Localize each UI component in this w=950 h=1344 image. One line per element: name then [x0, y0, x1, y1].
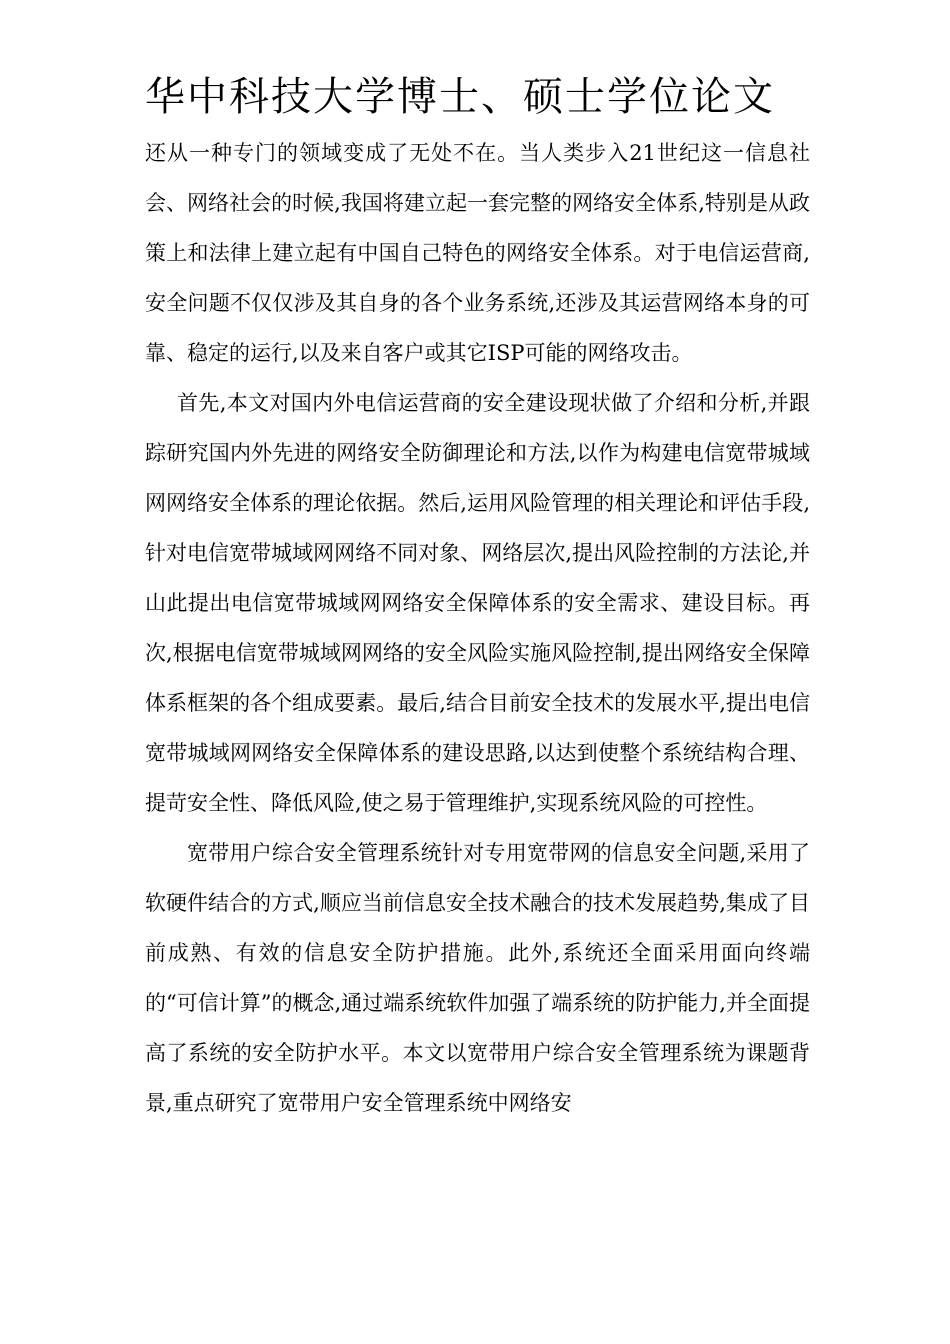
paragraph-2: 首先,本文对国内外电信运营商的安全建设现状做了介绍和分析,并跟踪研究国内外先进的网络安全防御理论和方法,以作为构建电信宽带城域网网络安全体系的理论依据。然后,运用风险管理的相关理论和评估手段,针对电信宽带城域网网络不同对象、网络层次,提出风险控制的方法论,并山此提出电信宽带城域网网络安全保障体系的安全需求、建设目标。再次,根据电信宽带城域网网络的安全风险实施风险控制,提出网络安全保障体系框架的各个组成要素。最后,结合目前安全技术的发展水平,提出电信宽带城域网网络安全保障体系的建设思路,以达到使整个系统结构合理、提苛安全性、降低风险,使之易于管理维护,实现系统风险的可控性。	[145, 391, 810, 815]
page-header-title: 华中科技大学博士、硕士学位论文	[145, 74, 775, 120]
paragraph-3: 宽带用户综合安全管理系统针对专用宽带网的信息安全问题,采用了软硬件结合的方式,顺应当前信息安全技术融合的技术发展趋势,集成了目前成熟、有效的信息安全防护措施。此外,系统还全面采用面向终端的“可信计算”的概念,通过端系统软件加强了端系统的防护能力,并全面提高了系统的安全防护水平。本文以宽带用户综合安全管理系统为课题背景,重点研究了宽带用户安全管理系统中网络安	[145, 841, 810, 1115]
paragraph-1: 还从一种专门的领域变成了无处不在。当人类步入21世纪这一信息社会、网络社会的时候,我国将建立起一套完整的网络安全体系,特别是从政策上和法律上建立起有中国自己特色的网络安全体系。对于电信运营商,安全问题不仅仅涉及其自身的各个业务系统,还涉及其运营网络本身的可靠、稳定的运行,以及来自客户或其它ISP可能的网络攻击。	[145, 141, 810, 365]
body-text	[145, 128, 810, 1128]
